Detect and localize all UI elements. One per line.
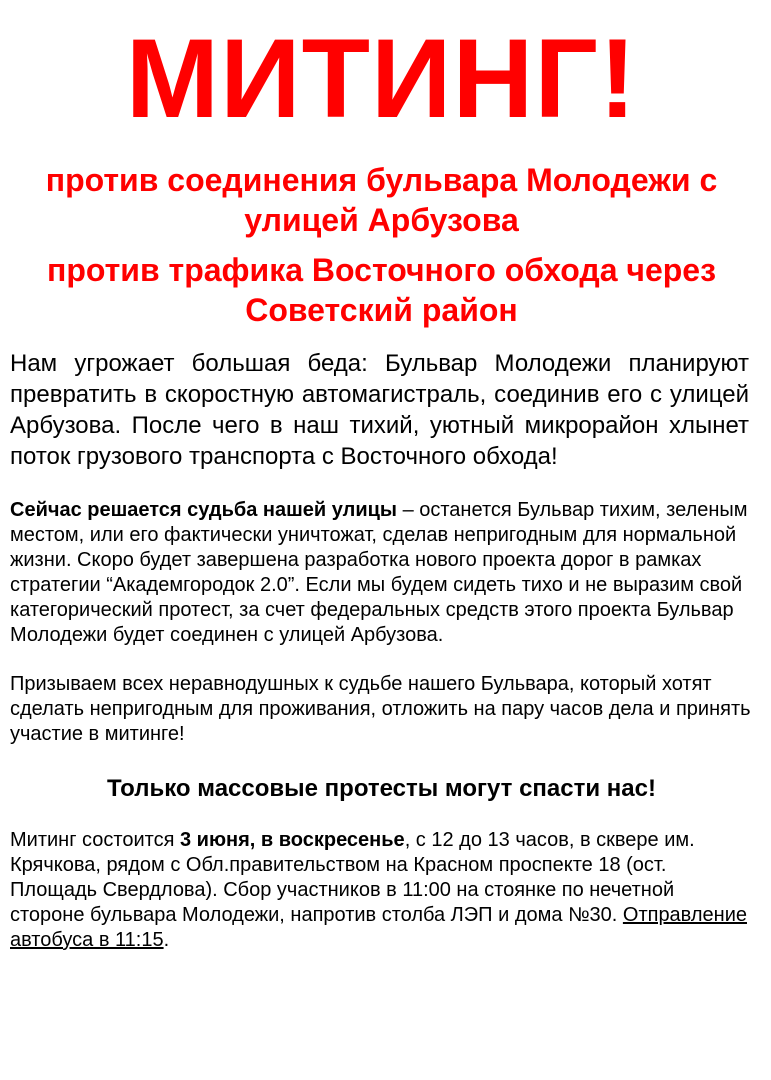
intro-paragraph: Нам угрожает большая беда: Бульвар Молодежи планируют превратить в скоростную автомагистраль, соединив его с улицей Арбузова. После чего в наш тихий, уютный микрорайон хлынет поток грузового транспорта с Восточного обхода! [10, 350, 749, 470]
fate-bold-lead: Сейчас решается судьба нашей улицы [10, 499, 398, 521]
subtitle-boulevard: против соединения бульвара Молодежи с улицей Арбузова [45, 162, 718, 238]
details-end: . [163, 929, 170, 951]
details-before-date: Митинг состоится [10, 829, 180, 851]
fate-paragraph [10, 498, 753, 648]
call-paragraph: Призываем всех неравнодушных к судьбе нашего Бульвара, который хотят сделать непригодным для проживания, отложить на пару часов дела и принять участие в митинге! [10, 673, 751, 745]
subtitle-traffic: против трафика Восточного обхода через Советский район [46, 252, 716, 328]
slogan: Только массовые протесты могут спасти нас! [107, 775, 656, 802]
details-bus-departure: Отправление автобуса в 11:15 [10, 904, 747, 951]
details-paragraph [10, 828, 753, 953]
details-after-date: , с 12 до 13 часов, в сквере им. Крячкова, рядом с Обл.правительством на Красном проспекте 18 (ост. Площадь Свердлова). Сбор участников в 11:00 на стоянке по нечетной стороне бульвара Молодежи, напротив столба ЛЭП и дома №30. [10, 829, 695, 926]
main-title: МИТИНГ! [125, 16, 638, 141]
fate-text: – останется Бульвар тихим, зеленым местом, или его фактически уничтожат, сделав непригодным для нормальной жизни. Скоро будет завершена разработка нового проекта дорог в рамках стратегии “Академгородок 2.0”. Если мы будем сидеть тихо и не выразим свой категорический протест, за счет федеральных средств этого проекта Бульвар Молодежи будет соединен с улицей Арбузова. [10, 499, 748, 646]
details-date: 3 июня, в воскресенье [179, 829, 405, 851]
